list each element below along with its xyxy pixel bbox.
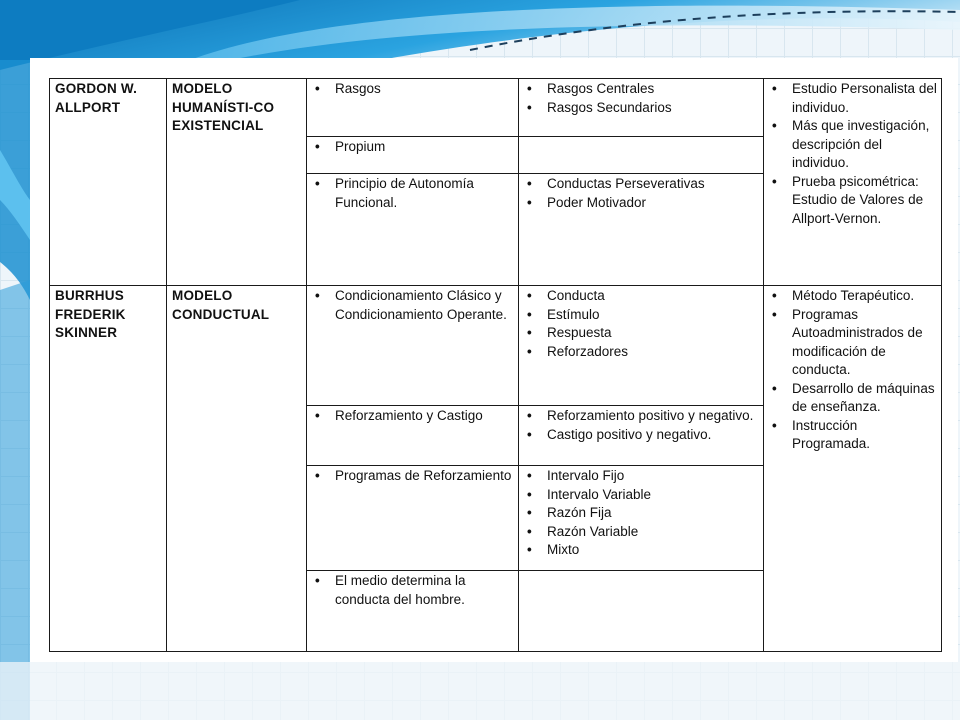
model-name: MODELO CONDUCTUAL xyxy=(172,288,270,322)
application-cell xyxy=(764,79,942,286)
list-item: • Estímulo xyxy=(524,306,759,325)
model-cell xyxy=(167,79,307,286)
list-item: • Programas de Reforzamiento xyxy=(312,467,514,486)
concept-cell xyxy=(307,79,519,137)
list-item: • Reforzadores xyxy=(524,343,759,362)
list-item: • El medio determina la conducta del hombre. xyxy=(312,572,514,609)
list-item: • Más que investigación, descripción del individuo. xyxy=(769,117,937,173)
table-row xyxy=(50,79,942,137)
list-item: • Rasgos xyxy=(312,80,514,99)
list-item: • Rasgos Secundarios xyxy=(524,99,759,118)
detail-cell xyxy=(519,466,764,571)
list-item: • Desarrollo de máquinas de enseñanza. xyxy=(769,380,937,417)
list-item: • Principio de Autonomía Funcional. xyxy=(312,175,514,212)
author-cell xyxy=(50,79,167,286)
list-item: • Conductas Perseverativas xyxy=(524,175,759,194)
list-item: • Mixto xyxy=(524,541,759,560)
list-item: • Reforzamiento positivo y negativo. xyxy=(524,407,759,426)
concept-cell xyxy=(307,406,519,466)
list-item: • Propium xyxy=(312,138,514,157)
list-item: • Razón Variable xyxy=(524,523,759,542)
list-item: • Intervalo Fijo xyxy=(524,467,759,486)
list-item: • Estudio Personalista del individuo. xyxy=(769,80,937,117)
list-item: • Método Terapéutico. xyxy=(769,287,937,306)
detail-cell xyxy=(519,79,764,137)
concept-cell xyxy=(307,286,519,406)
author-name: GORDON W. ALLPORT xyxy=(55,81,138,115)
list-item: • Programas Autoadministrados de modificación de conducta. xyxy=(769,306,937,380)
comparison-table xyxy=(49,78,942,652)
detail-cell xyxy=(519,406,764,466)
list-item: • Conducta xyxy=(524,287,759,306)
list-item: • Rasgos Centrales xyxy=(524,80,759,99)
list-item: • Respuesta xyxy=(524,324,759,343)
list-item: • Prueba psicométrica: Estudio de Valores de Allport-Vernon. xyxy=(769,173,937,229)
detail-cell xyxy=(519,137,764,174)
model-cell xyxy=(167,286,307,652)
list-item: • Poder Motivador xyxy=(524,194,759,213)
detail-cell xyxy=(519,571,764,652)
slide-footer-area xyxy=(0,662,960,720)
model-name: MODELO HUMANÍSTI-CO EXISTENCIAL xyxy=(172,81,275,133)
author-name: BURRHUS FREDERIK SKINNER xyxy=(55,288,126,340)
concept-cell xyxy=(307,174,519,286)
list-item: • Castigo positivo y negativo. xyxy=(524,426,759,445)
application-cell xyxy=(764,286,942,652)
concept-cell xyxy=(307,571,519,652)
table-row xyxy=(50,286,942,406)
list-item: • Reforzamiento y Castigo xyxy=(312,407,514,426)
concept-cell xyxy=(307,466,519,571)
detail-cell xyxy=(519,174,764,286)
author-cell xyxy=(50,286,167,652)
list-item: • Intervalo Variable xyxy=(524,486,759,505)
concept-cell xyxy=(307,137,519,174)
list-item: • Condicionamiento Clásico y Condicionamiento Operante. xyxy=(312,287,514,324)
list-item: • Instrucción Programada. xyxy=(769,417,937,454)
list-item: • Razón Fija xyxy=(524,504,759,523)
detail-cell xyxy=(519,286,764,406)
